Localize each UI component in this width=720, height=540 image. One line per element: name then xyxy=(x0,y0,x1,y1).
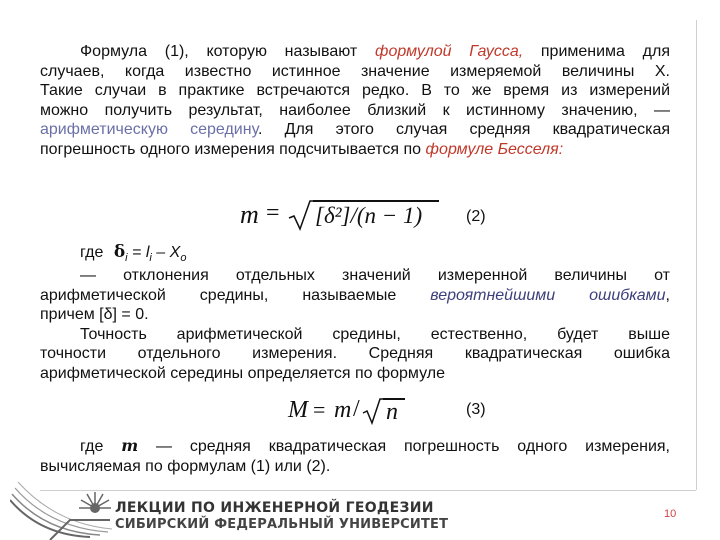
p1-line-5: арифметическую середину. Для этого случая средняя квадратическая xyxy=(40,121,670,138)
formula-2-number: (2) xyxy=(466,208,486,225)
p1-line-2: случаев, когда известно истинное значение измеряемой величины X. xyxy=(40,62,670,80)
formula-2-radicand: [δ²]/(n − 1) xyxy=(315,203,423,228)
p2-line-6: арифметической середины определяется по формуле xyxy=(40,364,445,382)
formula-3-number: (3) xyxy=(466,401,486,418)
arithmetic-mean-term: арифметическую середину xyxy=(40,121,258,138)
delta-definition: где $\delta_i = l_i - X_o$ xyxy=(80,242,187,265)
p1-line-1: Формула (1), которую называют формулой Гаусса, применима для xyxy=(80,43,671,60)
gauss-formula-term: формулой Гаусса, xyxy=(374,43,524,60)
p3-line-1: где m — средняя квадратическая погрешность одного измерения, xyxy=(80,436,670,455)
p3-line-2: вычисляемая по формулам (1) или (2). xyxy=(40,457,331,475)
footer-university: СИБИРСКИЙ ФЕДЕРАЛЬНЫЙ УНИВЕРСИТЕТ xyxy=(115,517,449,532)
formula-3-lhs: M xyxy=(288,397,308,423)
p2-line-3: причем [δ] = 0. xyxy=(40,306,149,323)
p2-line-2: арифметической средины, называемые вероятнейшими ошибками, xyxy=(40,286,670,304)
p2-line-5: точности отдельного измерения. Средняя квадратическая ошибка xyxy=(40,345,670,362)
p2-line-1: — отклонения отдельных значений измеренной величины от xyxy=(80,267,670,284)
bessel-formula-term: формуле Бесселя: xyxy=(425,140,564,158)
sqrt-sign-3-icon xyxy=(362,396,384,426)
paragraph-3 xyxy=(40,436,670,476)
paragraph-2 xyxy=(40,266,670,383)
formula-3-slash: / xyxy=(353,396,360,422)
page-number: 10 xyxy=(664,508,677,520)
formula-3-m: m xyxy=(334,397,352,423)
formula-3-n: n xyxy=(386,399,398,425)
p1-line-3: Такие случаи в практике встречаются редко. В то же время из измерений xyxy=(40,82,670,99)
sqrt-sign-icon xyxy=(288,198,314,232)
sqrt-bar xyxy=(313,200,439,202)
p2-line-4: Точность арифметической средины, естественно, будет выше xyxy=(80,325,670,343)
footer-course-title: ЛЕКЦИИ ПО ИНЖЕНЕРНОЙ ГЕОДЕЗИИ xyxy=(115,500,434,516)
formula-2-eq: = xyxy=(266,200,280,226)
p1-line-4: можно получить результат, наиболее близкий к истинному значению, — xyxy=(40,101,670,119)
formula-2-lhs: m xyxy=(240,200,259,229)
paragraph-1 xyxy=(40,42,670,159)
slide-frame-right xyxy=(696,20,697,490)
most-probable-errors-term: вероятнейшими ошибками xyxy=(430,286,666,304)
formula-3-eq: = xyxy=(313,397,326,422)
p1-line-6: погрешность одного измерения подсчитывается по формуле Бесселя: xyxy=(40,140,564,158)
